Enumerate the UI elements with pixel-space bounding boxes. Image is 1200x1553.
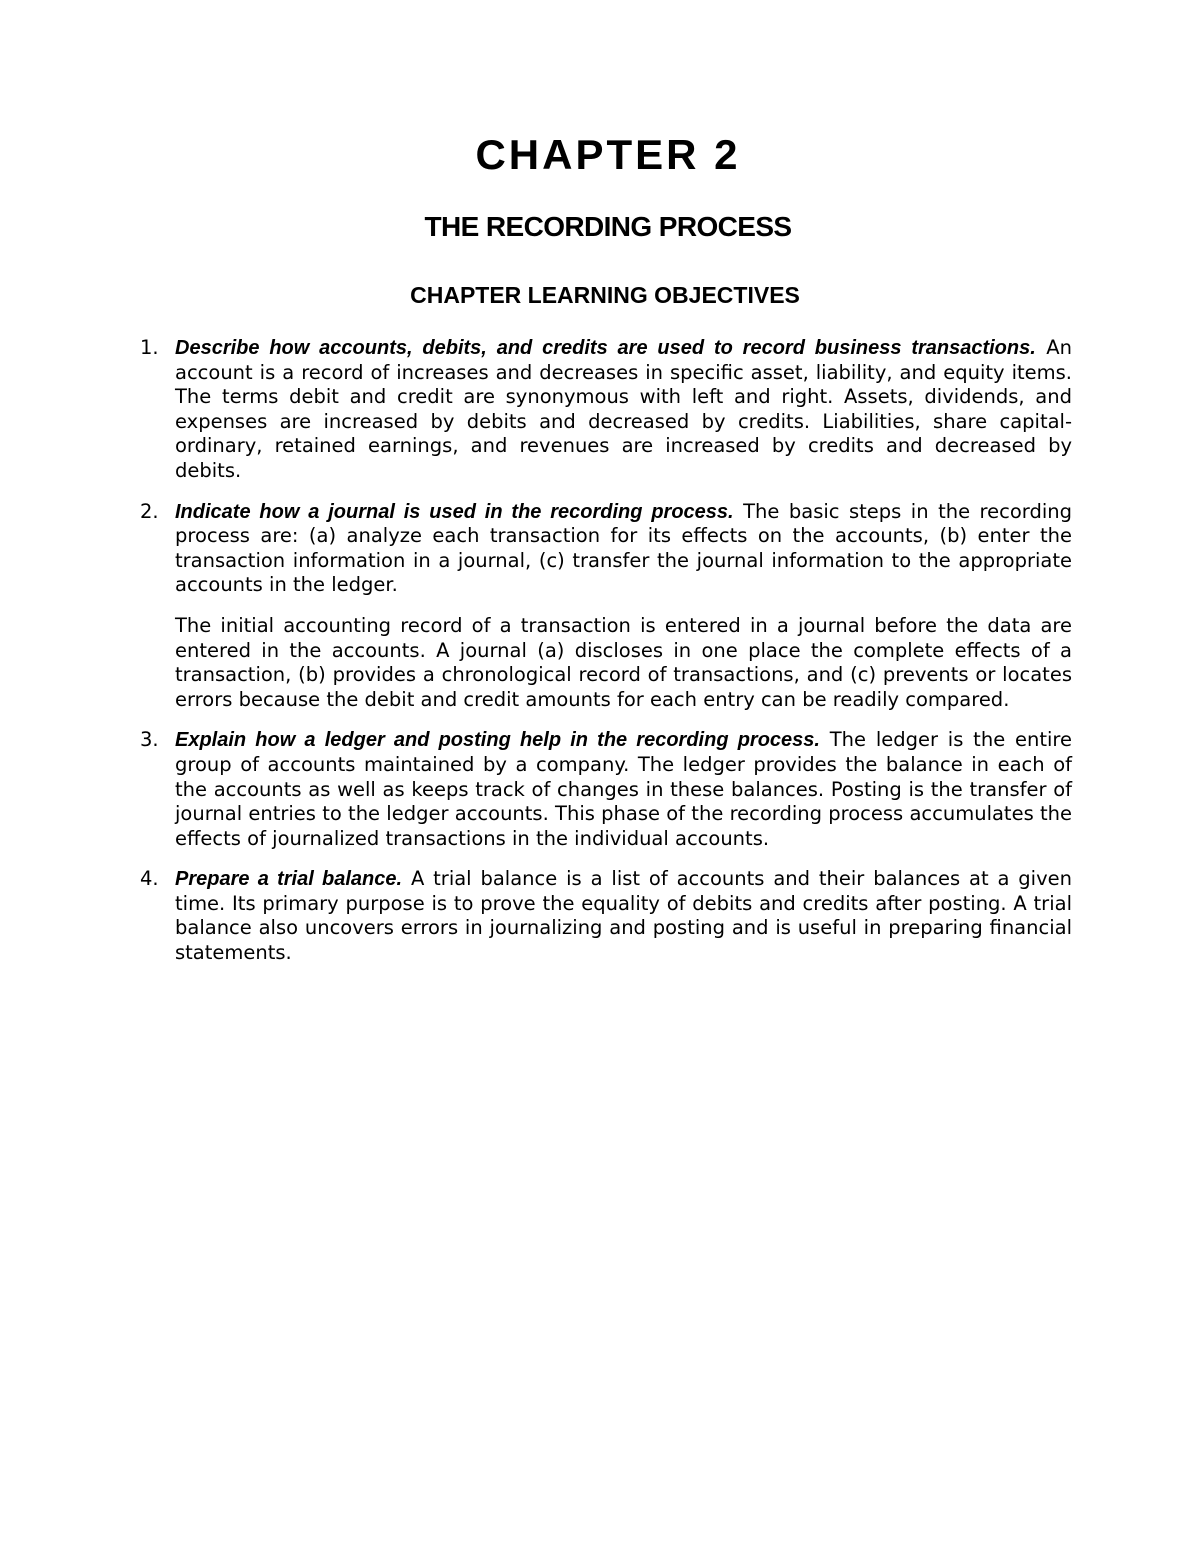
objective-text: An account is a record of increases and decreases in specific asset, liability, and equity items. The terms debit and credit are synonymous with left and right. Assets, dividends, and expenses are increased by debits and decreased by credits. Liabilities, share capital-ordinary, retained earnings, and revenues are increased by credits and decreased by debits. [175,336,1072,482]
objective-body [175,500,1072,713]
learning-objective-3 [0,728,1200,851]
chapter-title: THE RECORDING PROCESS [424,211,792,242]
objective-heading: Indicate how a journal is used in the recording process. [175,500,734,523]
objective-text: The basic steps in the recording process are: (a) analyze each transaction for its effects on the accounts, (b) enter the transaction information in a journal, (c) transfer the journal information to the appropriate accounts in the ledger. [175,499,1072,597]
objective-heading: Describe how accounts, debits, and credits are used to record business transactions. [175,337,1036,359]
objective-number: 2. [140,499,159,523]
objective-text: A trial balance is a list of accounts and their balances at a given time. Its primary purpose is to prove the equality of debits and credits after posting. A trial balance also uncovers errors in journalizing and posting and is useful in preparing financial statements. [175,867,1072,965]
learning-objective-1 [0,336,1200,484]
learning-objectives-heading: CHAPTER LEARNING OBJECTIVES [410,282,800,308]
learning-objectives-list [0,336,1200,982]
objective-paragraph [175,500,1072,598]
chapter-number: CHAPTER 2 [475,131,741,178]
objective-number: 3. [140,728,159,752]
objective-text: The initial accounting record of a transaction is entered in a journal before the data are entered in the accounts. A journal (a) discloses in one place the complete effects of a transaction, (b) provides a chronological record of transactions, and (c) prevents or locates errors because the debit and credit amounts for each entry can be readily compared. [175,613,1072,711]
objective-paragraph [175,728,1072,851]
objective-body [175,867,1072,965]
objective-number: 1. [140,336,159,359]
learning-objective-2 [0,500,1200,713]
objective-body [175,336,1072,484]
objective-paragraph [175,614,1072,712]
objective-paragraph [175,336,1072,484]
objective-heading: Prepare a trial balance. [175,868,403,891]
objective-paragraph [175,867,1072,965]
learning-objective-4 [0,867,1200,965]
objective-body [175,728,1072,851]
objective-heading: Explain how a ledger and posting help in the recording process. [175,729,820,752]
objective-text: The ledger is the entire group of accounts maintained by a company. The ledger provides the balance in each of the accounts as well as keeps track of changes in these balances. Posting is the transfer of journal entries to the ledger accounts. This phase of the recording process accumulates the effects of journalized transactions in the individual accounts. [175,728,1072,850]
objective-number: 4. [140,867,159,891]
